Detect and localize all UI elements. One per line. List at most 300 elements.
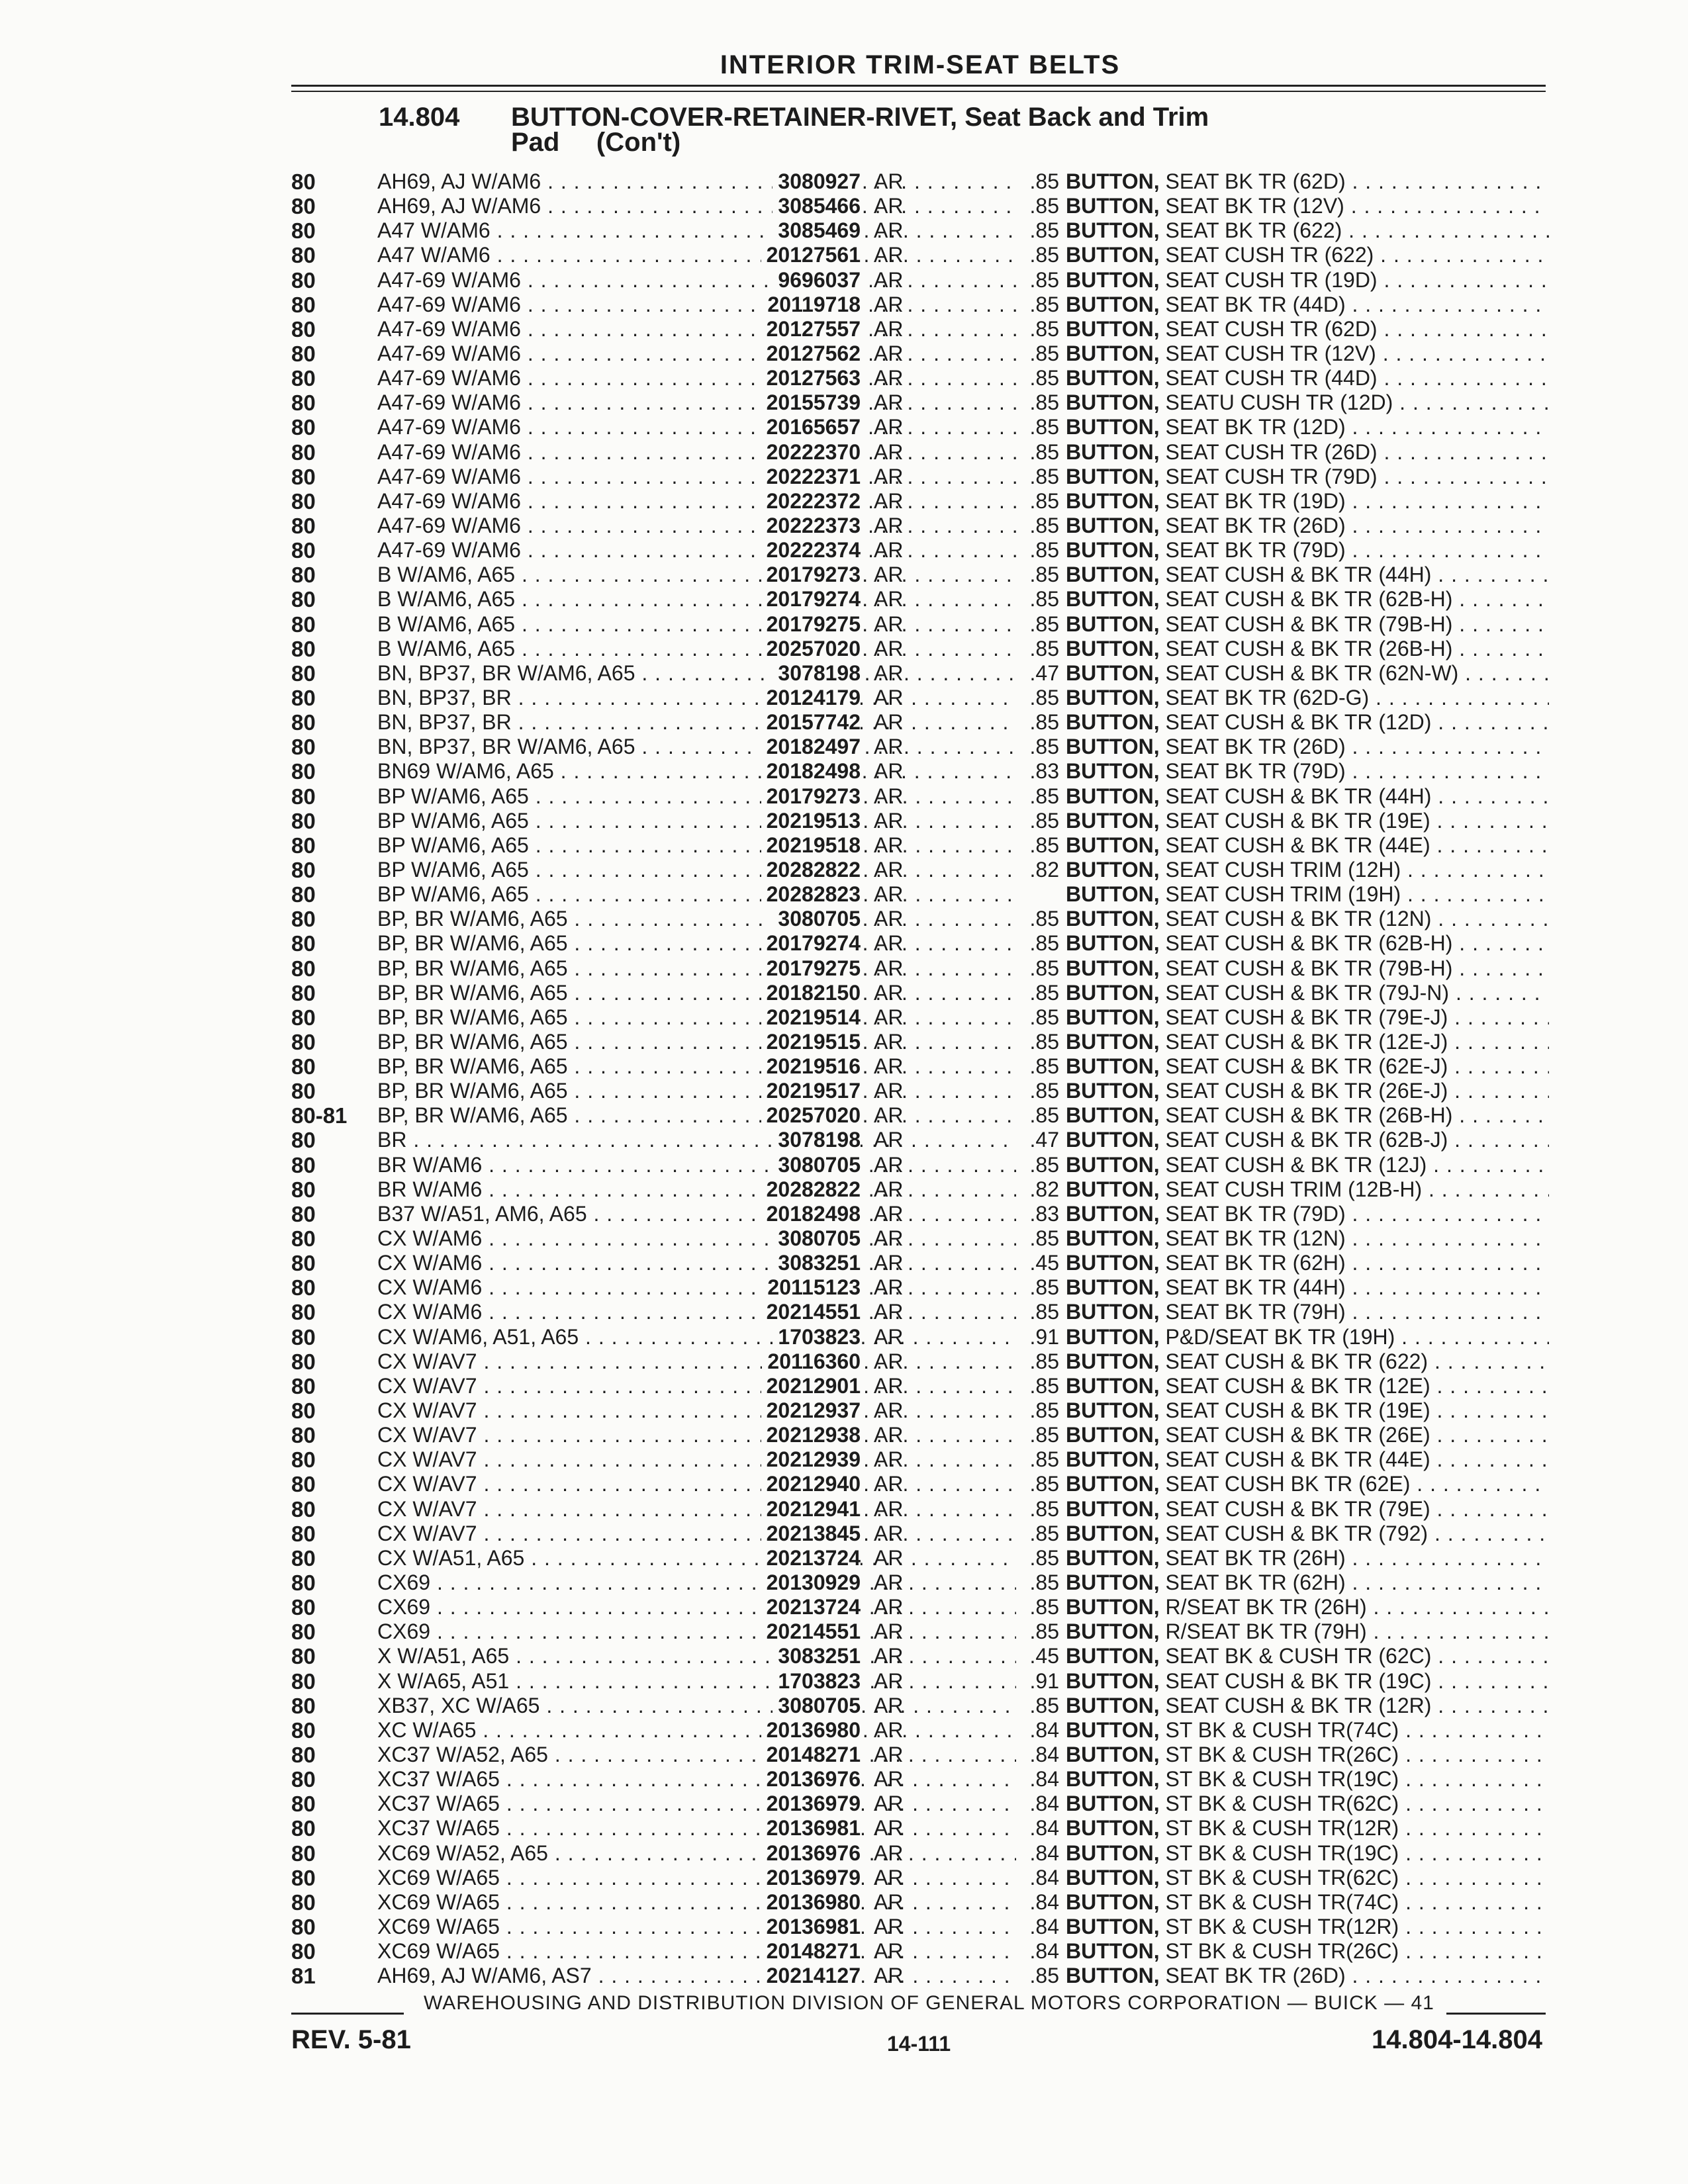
row-description-prefix: BUTTON, [1066,267,1166,292]
row-quantity: AR [874,1128,904,1152]
row-description [1066,710,1549,735]
row-description [1066,1964,1549,1988]
row-description [1066,1595,1549,1619]
row-year: 80 [291,292,316,317]
row-model: B W/AM6, A65 . . . [377,563,1016,587]
row-description-text: R/SEAT BK TR (79H) [1165,1619,1367,1644]
row-part-number: 20257020 [761,1103,861,1128]
row-model: BP W/AM6, A65 . . . [377,809,1016,833]
row-year: 80 [291,1275,316,1300]
row-description-text: SEAT BK TR (44H) [1165,1275,1346,1300]
row-year: 80 [291,1570,316,1596]
row-price: .85 [1029,1300,1059,1324]
row-description [1066,956,1549,981]
row-quantity: AR [874,808,904,833]
row-description-text: SEAT CUSH TR (44D) [1165,366,1378,390]
row-description-text: SEAT BK TR (62H) [1165,1570,1346,1595]
row-year: 80 [291,1668,316,1694]
row-quantity: AR [874,1570,904,1595]
row-description-prefix: BUTTON, [1066,1079,1166,1103]
row-price: .85 [1029,513,1059,537]
row-description [1066,1275,1549,1300]
row-description-text: SEAT CUSH & BK TR (19E) [1165,1398,1430,1423]
table-row [291,1079,1549,1103]
row-description-prefix: BUTTON, [1066,1398,1166,1423]
row-description [1066,784,1549,809]
row-model: XC W/A65 . . . [377,1718,1016,1743]
row-part-number: 20179274 [761,587,861,612]
row-model: CX69 . . . [377,1619,1016,1644]
row-description-prefix: BUTTON, [1066,464,1166,488]
row-part-number: 20222372 [761,489,861,514]
row-description-text: SEAT CUSH & BK TR (12E) [1165,1373,1430,1398]
row-price: .85 [1029,735,1059,759]
row-quantity: AR [874,1792,904,1816]
row-year: 80-81 [291,1103,348,1128]
row-model: CX W/AM6 . . . [377,1300,1016,1324]
row-description [1066,1570,1549,1595]
row-model: X W/A65, A51 . . . [377,1669,1016,1694]
row-year: 80 [291,735,316,760]
table-row [291,1522,1549,1546]
row-part-number: 20214551 [761,1300,861,1324]
row-price: .85 [1029,1423,1059,1447]
row-description-prefix: BUTTON, [1066,538,1166,563]
row-model: A47-69 W/AM6 . . . [377,440,1016,465]
row-description-prefix: BUTTON, [1066,563,1166,587]
row-price: .85 [1029,1693,1059,1717]
row-part-number: 20155739 [761,390,861,415]
section-range: 14.804-14.804 [1371,2025,1542,2054]
row-year: 80 [291,808,316,833]
row-description [1066,637,1549,661]
row-quantity: AR [874,1103,904,1128]
row-description [1066,1398,1549,1423]
row-model: B W/AM6, A65 . . . [377,612,1016,637]
row-description-text: SEATU CUSH TR (12D) [1165,390,1393,415]
table-row [291,268,1549,293]
row-year: 80 [291,563,316,588]
row-description [1066,1939,1549,1964]
row-price: .85 [1029,341,1059,365]
row-part-number: 20282822 [761,1177,861,1202]
row-description-text: SEAT BK TR (62D-G) [1165,685,1370,709]
row-year: 80 [291,587,316,612]
row-description [1066,1915,1549,1939]
row-price: .85 [1029,636,1059,660]
row-price: .82 [1029,857,1059,882]
row-description-prefix: BUTTON, [1066,1029,1166,1054]
table-row [291,612,1549,637]
row-description-prefix: BUTTON, [1066,1570,1166,1595]
row-part-number: 20115123 [762,1275,861,1300]
row-quantity: AR [874,488,904,513]
table-row [291,1423,1549,1447]
row-price: .85 [1029,980,1059,1005]
row-part-number: 20219514 [761,1005,861,1030]
row-description-prefix: BUTTON, [1066,1103,1166,1128]
row-description-prefix: BUTTON, [1066,1300,1166,1324]
row-year: 80 [291,1373,316,1398]
row-year: 80 [291,857,316,882]
parts-list [291,169,1549,1988]
row-year: 80 [291,1792,316,1817]
table-row [291,931,1549,956]
row-description-prefix: BUTTON, [1066,1373,1166,1398]
row-model: XC37 W/A52, A65 . . . [377,1743,1016,1767]
row-model: B37 W/A51, AM6, A65 . . . [377,1202,1016,1226]
row-year: 80 [291,1743,316,1767]
table-row [291,882,1549,907]
row-price: .85 [1029,1275,1059,1300]
row-model: BN, BP37, BR . . . [377,710,1016,735]
row-description-prefix: BUTTON, [1066,1275,1166,1300]
row-price: .85 [1029,1349,1059,1373]
row-price: .82 [1029,1177,1059,1201]
row-price: .84 [1029,1816,1059,1841]
row-description-prefix: BUTTON, [1066,1619,1166,1644]
row-price: .85 [1029,1496,1059,1521]
row-part-number: 3078198 [773,661,861,686]
row-year: 80 [291,612,316,637]
row-price: .85 [1029,415,1059,439]
table-row [291,317,1549,341]
row-price: .85 [1029,1595,1059,1619]
row-part-number: 20136976 [761,1767,861,1792]
row-description [1066,1890,1549,1915]
table-row [291,293,1549,317]
row-quantity: AR [874,563,904,587]
row-year: 80 [291,464,316,489]
row-description-prefix: BUTTON, [1066,1226,1166,1251]
row-description [1066,612,1549,637]
table-row [291,514,1549,538]
row-part-number: 20136981 [761,1915,861,1939]
row-quantity: AR [874,956,904,980]
row-model: AH69, AJ W/AM6 . . . [377,169,1016,194]
row-description-text: SEAT CUSH & BK TR (12E-J) [1165,1029,1448,1054]
table-row [291,1595,1549,1619]
row-part-number: 20212937 [761,1398,861,1423]
row-description-prefix: BUTTON, [1066,612,1166,636]
row-model: CX W/AV7 . . . [377,1423,1016,1447]
row-price: .85 [1029,1447,1059,1472]
row-description [1066,1718,1549,1743]
row-price: .84 [1029,1865,1059,1889]
row-quantity: AR [874,218,904,243]
row-model: B W/AM6, A65 . . . [377,587,1016,612]
row-quantity: AR [874,464,904,488]
row-description-prefix: BUTTON, [1066,1792,1166,1816]
row-description-text: SEAT CUSH & BK TR (622) [1165,1349,1429,1373]
row-quantity: AR [874,366,904,390]
row-part-number: 20119718 [762,293,861,317]
row-quantity: AR [874,1668,904,1693]
row-description [1066,268,1549,293]
row-model: A47-69 W/AM6 . . . [377,293,1016,317]
row-part-number: 20179274 [761,931,861,956]
row-quantity: AR [874,1373,904,1398]
row-model: AH69, AJ W/AM6, AS7 . . . [377,1964,1016,1988]
row-year: 80 [291,488,316,514]
row-description-text: ST BK & CUSH TR(74C) [1165,1717,1399,1742]
row-price: .85 [1029,464,1059,488]
row-model: BP, BR W/AM6, A65 . . . [377,981,1016,1005]
row-part-number: 20222374 [761,538,861,563]
row-part-number: 3080705 [773,1226,861,1251]
table-row [291,194,1549,218]
row-description [1066,907,1549,931]
row-model: BN, BP37, BR W/AM6, A65 . . . [377,735,1016,759]
row-model: BP W/AM6, A65 . . . [377,784,1016,809]
row-description-text: SEAT CUSH & BK TR (62N-W) [1165,660,1459,685]
row-year: 80 [291,907,316,932]
row-model: AH69, AJ W/AM6 . . . [377,194,1016,218]
table-row [291,1300,1549,1324]
row-description-text: SEAT CUSH & BK TR (44H) [1165,784,1432,808]
row-description [1066,563,1549,587]
row-quantity: AR [874,980,904,1005]
row-description-text: SEAT CUSH TR (19D) [1165,267,1378,292]
row-year: 80 [291,390,316,416]
row-description-prefix: BUTTON, [1066,1005,1166,1029]
page-header: INTERIOR TRIM-SEAT BELTS [720,50,1121,79]
row-model: CX W/AV7 . . . [377,1398,1016,1423]
row-year: 80 [291,415,316,440]
row-description-text: SEAT CUSH TR (622) [1165,243,1374,267]
row-price: .85 [1029,1029,1059,1054]
table-row [291,1447,1549,1472]
row-year: 81 [291,1964,316,1989]
row-description [1066,1694,1549,1718]
row-year: 80 [291,956,316,981]
row-price: .84 [1029,1841,1059,1865]
row-part-number: 20179273 [761,784,861,809]
row-part-number: 3083251 [773,1251,861,1275]
row-quantity: AR [874,1865,904,1889]
row-price: .47 [1029,1128,1059,1152]
row-year: 80 [291,636,316,661]
row-model: A47-69 W/AM6 . . . [377,317,1016,341]
row-year: 80 [291,1398,316,1424]
row-quantity: AR [874,1447,904,1472]
row-price: .85 [1029,1398,1059,1423]
row-year: 80 [291,1201,316,1226]
row-part-number: 3080705 [773,1153,861,1177]
row-part-number: 20182498 [761,759,861,784]
row-year: 80 [291,1447,316,1473]
row-year: 80 [291,980,316,1005]
row-price: .85 [1029,931,1059,956]
row-price: .83 [1029,759,1059,784]
row-model: CX W/A51, A65 . . . [377,1546,1016,1570]
row-quantity: AR [874,833,904,857]
row-part-number: 20213724 [761,1546,861,1570]
row-description-text: SEAT BK TR (62H) [1165,1251,1346,1275]
row-part-number: 20219516 [761,1054,861,1079]
row-price: .85 [1029,1079,1059,1103]
row-description [1066,465,1549,489]
row-model: XB37, XC W/A65 . . . [377,1694,1016,1718]
row-price: .85 [1029,538,1059,563]
row-part-number: 20212939 [761,1447,861,1472]
row-model: BP, BR W/AM6, A65 . . . [377,956,1016,981]
row-description [1066,366,1549,390]
row-description-prefix: BUTTON, [1066,1841,1166,1865]
row-model: A47-69 W/AM6 . . . [377,415,1016,439]
row-part-number: 20222373 [761,514,861,538]
table-row [291,833,1549,858]
row-description-text: SEAT CUSH & BK TR (12J) [1165,1152,1427,1177]
row-quantity: AR [874,1644,904,1668]
row-price: .85 [1029,833,1059,857]
row-description-text: SEAT CUSH & BK TR (19E) [1165,808,1430,833]
row-year: 80 [291,1717,316,1743]
row-quantity: AR [874,316,904,341]
row-description-prefix: BUTTON, [1066,1889,1166,1914]
row-quantity: AR [874,1472,904,1496]
row-model: BP W/AM6, A65 . . . [377,858,1016,882]
row-description-prefix: BUTTON, [1066,735,1166,759]
row-description-text: SEAT CUSH TR (12V) [1165,341,1376,365]
row-description-text: SEAT BK TR (62D) [1165,169,1346,193]
table-row [291,1546,1549,1570]
row-description [1066,931,1549,956]
row-description [1066,489,1549,514]
row-part-number: 20219517 [761,1079,861,1103]
row-part-number: 3085466 [773,194,861,218]
row-description-prefix: BUTTON, [1066,1644,1166,1668]
row-part-number: 3080927 [773,169,861,194]
row-description-text: SEAT BK TR (12N) [1165,1226,1346,1251]
row-part-number: 20219518 [761,833,861,858]
row-part-number: 20130929 [761,1570,861,1595]
row-part-number: 20179273 [761,563,861,587]
row-description-text: SEAT BK & CUSH TR (62C) [1165,1644,1432,1668]
row-model: A47-69 W/AM6 . . . [377,514,1016,538]
row-description-text: ST BK & CUSH TR(62C) [1165,1865,1399,1889]
revision-label: REV. 5-81 [291,2025,411,2054]
row-quantity: AR [874,292,904,316]
table-row [291,1275,1549,1300]
row-description-prefix: BUTTON, [1066,660,1166,685]
row-price: .85 [1029,1226,1059,1251]
row-quantity: AR [874,857,904,882]
row-description-prefix: BUTTON, [1066,587,1166,612]
row-model: XC37 W/A65 . . . [377,1792,1016,1816]
row-year: 80 [291,1423,316,1448]
row-model: BP, BR W/AM6, A65 . . . [377,1103,1016,1128]
row-description-text: P&D/SEAT BK TR (19H) [1165,1324,1395,1349]
row-quantity: AR [874,882,904,907]
row-description-prefix: BUTTON, [1066,956,1166,980]
row-model: CX W/AV7 . . . [377,1374,1016,1398]
table-row [291,390,1549,415]
row-price: .85 [1029,366,1059,390]
row-part-number: 3078198 [773,1128,861,1152]
row-year: 80 [291,882,316,907]
row-part-number: 20282822 [761,858,861,882]
row-model: BP W/AM6, A65 . . . [377,833,1016,858]
row-model: BP W/AM6, A65 . . . [377,882,1016,907]
row-description [1066,514,1549,538]
row-part-number: 20282823 [761,882,861,907]
row-description-prefix: BUTTON, [1066,1447,1166,1472]
row-part-number: 20127561 [761,243,861,267]
row-description-prefix: BUTTON, [1066,1496,1166,1521]
table-row [291,1251,1549,1275]
row-year: 80 [291,1693,316,1718]
row-price: .85 [1029,808,1059,833]
row-description-prefix: BUTTON, [1066,784,1166,808]
row-quantity: AR [874,1029,904,1054]
row-description [1066,981,1549,1005]
row-description-text: SEAT BK TR (12V) [1165,194,1344,218]
row-description [1066,1619,1549,1644]
row-description [1066,661,1549,686]
row-description [1066,1522,1549,1546]
row-description [1066,1792,1549,1816]
row-description-prefix: BUTTON, [1066,218,1166,243]
table-row [291,1767,1549,1792]
table-row [291,661,1549,686]
row-part-number: 20148271 [761,1939,861,1964]
row-price: .85 [1029,685,1059,709]
row-quantity: AR [874,1717,904,1742]
row-year: 80 [291,1545,316,1570]
row-price: .85 [1029,1373,1059,1398]
row-year: 80 [291,1521,316,1546]
row-description-prefix: BUTTON, [1066,1717,1166,1742]
row-description-prefix: BUTTON, [1066,931,1166,956]
row-description-prefix: BUTTON, [1066,759,1166,784]
row-model: BP, BR W/AM6, A65 . . . [377,907,1016,931]
row-year: 80 [291,1889,316,1915]
row-quantity: AR [874,1275,904,1300]
row-model: CX W/AV7 . . . [377,1522,1016,1546]
row-quantity: AR [874,1152,904,1177]
row-year: 80 [291,1619,316,1645]
row-description-text: ST BK & CUSH TR(12R) [1165,1914,1399,1938]
row-model: CX W/AV7 . . . [377,1447,1016,1472]
row-quantity: AR [874,685,904,709]
row-description-prefix: BUTTON, [1066,1545,1166,1570]
row-description [1066,390,1549,415]
row-part-number: 20136976 [761,1841,861,1866]
row-description-prefix: BUTTON, [1066,366,1166,390]
row-quantity: AR [874,1324,904,1349]
row-part-number: 20219515 [761,1030,861,1054]
row-model: CX W/AV7 . . . [377,1497,1016,1522]
row-description [1066,1423,1549,1447]
row-description [1066,317,1549,341]
table-row [291,1153,1549,1177]
row-model: XC69 W/A52, A65 . . . [377,1841,1016,1866]
table-row [291,1866,1549,1890]
row-description-prefix: BUTTON, [1066,1865,1166,1889]
row-model: BP, BR W/AM6, A65 . . . [377,931,1016,956]
row-year: 80 [291,833,316,858]
row-model: XC37 W/A65 . . . [377,1816,1016,1841]
row-quantity: AR [874,784,904,808]
row-year: 80 [291,710,316,735]
row-description [1066,858,1549,882]
row-price: .84 [1029,1792,1059,1816]
row-price: .85 [1029,1521,1059,1545]
row-model: BP, BR W/AM6, A65 . . . [377,1079,1016,1103]
row-year: 80 [291,1914,316,1939]
row-year: 80 [291,1079,316,1104]
